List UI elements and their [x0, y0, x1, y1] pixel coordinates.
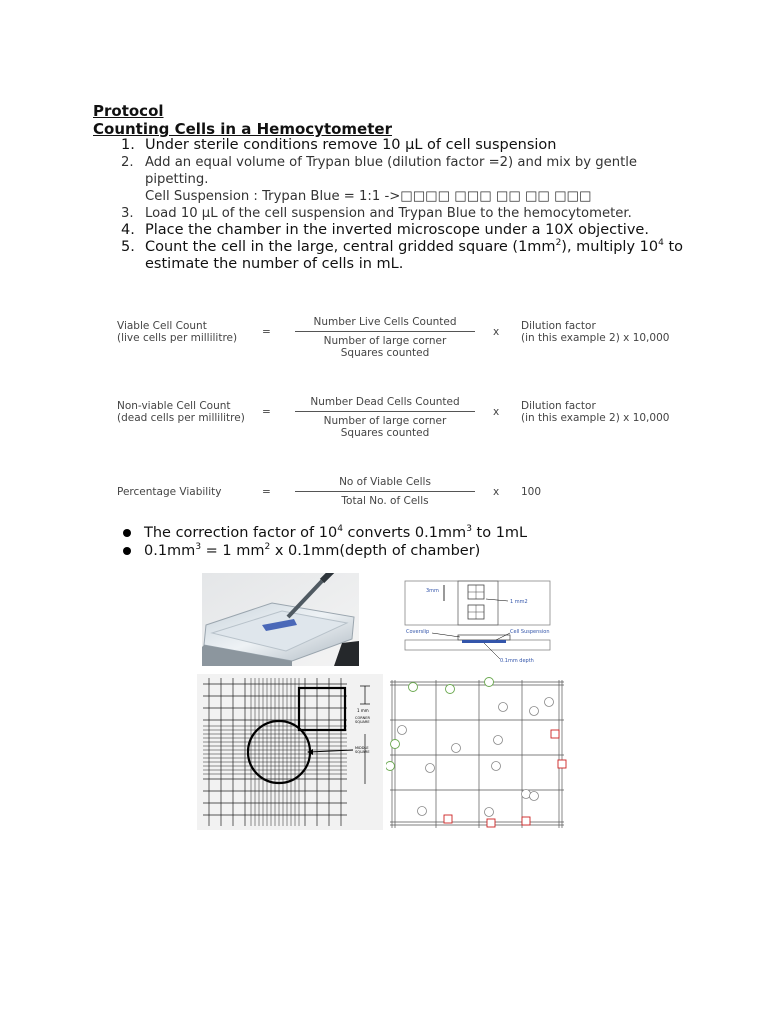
protocol-heading: Protocol — [93, 102, 164, 120]
step-5: 5. Count the cell in the large, central gridded square $(1mm^2)$, multiply $10^4$ to estimate the number of cells in mL. — [121, 238, 684, 272]
formula-numerator: Number Live Cells Counted — [313, 316, 457, 328]
svg-text:MIDDLE: MIDDLE — [355, 746, 369, 750]
svg-text:Cell Suspension: Cell Suspension — [510, 629, 550, 635]
svg-text:1 mm2: 1 mm2 — [510, 599, 528, 605]
bullet-icon — [123, 529, 131, 537]
fraction-bar — [295, 411, 475, 412]
bullet-correction-factor: The correction factor of $10^4$ converts $0.1mm^3$ to 1mL — [120, 524, 527, 542]
svg-text:SQUARE: SQUARE — [355, 750, 370, 754]
formula-numerator: Number Dead Cells Counted — [310, 396, 460, 408]
bullet-icon — [123, 547, 131, 555]
hemocytometer-grid-diagram — [197, 674, 383, 830]
nonviable-count-formula: Non-viable Cell Count (dead cells per millilitre) = Number Dead Cells Counted Number of large corner Squares counted x Dilution factor (in this example 2) x 10,000 — [117, 396, 670, 439]
svg-text:SQUARE: SQUARE — [355, 720, 370, 724]
formula-denominator: Total No. of Cells — [341, 495, 429, 507]
svg-text:Coverslip: Coverslip — [406, 629, 430, 635]
step-1: 1. Under sterile conditions remove 10 µL of cell suspension — [121, 137, 557, 153]
fraction-bar — [295, 331, 475, 332]
step-2-ratio-note: Cell Suspension : Trypan Blue = 1:1 ->□□□□ □□□ □□ □□ □□□ — [145, 189, 592, 204]
notes-bullet-list — [120, 524, 527, 560]
formula-numerator: No of Viable Cells — [339, 476, 431, 488]
viable-count-formula: Viable Cell Count (live cells per millilitre) = Number Live Cells Counted Number of large corner Squares counted x Dilution factor (in this example 2) x 10,000 — [117, 316, 670, 359]
formula-denominator: Number of large corner Squares counted — [323, 335, 447, 359]
formula-denominator: Number of large corner Squares counted — [323, 415, 447, 439]
fraction-bar — [295, 491, 475, 492]
viability-percentage-formula: Percentage Viability = No of Viable Cells Total No. of Cells x 100 — [117, 476, 542, 507]
svg-text:CORNER: CORNER — [355, 716, 370, 720]
hemocytometer-schematic — [400, 577, 555, 667]
step-3: 3. Load 10 µL of the cell suspension and Trypan Blue to the hemocytometer. — [121, 206, 632, 221]
step-4: 4. Place the chamber in the inverted microscope under a 10X objective. — [121, 222, 649, 238]
protocol-steps — [93, 137, 693, 273]
hemocytometer-loading-photo — [202, 573, 359, 666]
step-2: 2. Add an equal volume of Trypan blue (dilution factor =2) and mix by gentle pipetting. Cell Suspension : Trypan Blue = 1:1 ->□□□□ □□□ □□ □□ □□□ — [93, 154, 693, 205]
svg-text:0.1mm depth: 0.1mm depth — [500, 658, 534, 664]
hemocytometer-heading: Counting Cells in a Hemocytometer — [93, 120, 392, 138]
cell-counting-grid — [386, 676, 568, 830]
svg-text:3mm: 3mm — [426, 588, 439, 594]
svg-text:1 mm: 1 mm — [357, 708, 369, 713]
bullet-volume-equation: $0.1mm^3 = 1$ $mm^2$ x 0.1mm(depth of chamber) — [120, 542, 527, 560]
